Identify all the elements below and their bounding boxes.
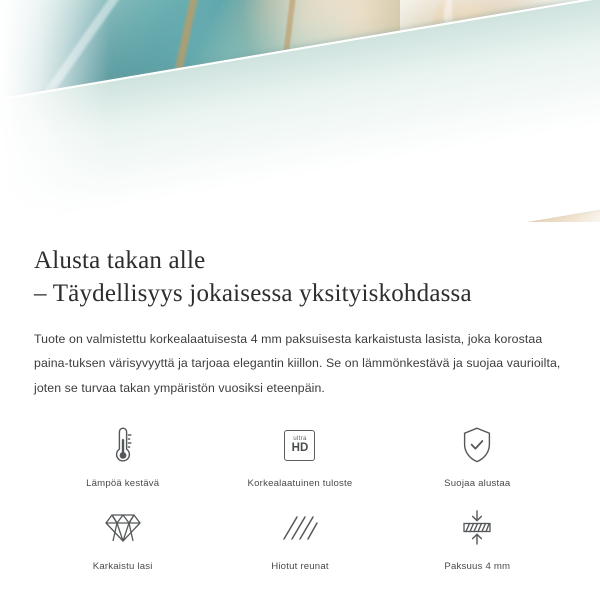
thermometer-icon bbox=[111, 422, 135, 468]
page-title bbox=[34, 244, 566, 311]
ultra-hd-badge-bottom: HD bbox=[291, 442, 309, 455]
feature-item bbox=[34, 505, 211, 572]
ultra-hd-icon bbox=[284, 422, 315, 468]
headline-line-1: Alusta takan alle bbox=[34, 247, 206, 274]
feature-item bbox=[389, 505, 566, 572]
content-area bbox=[0, 244, 600, 572]
diamond-icon bbox=[104, 505, 142, 551]
feature-item bbox=[389, 422, 566, 489]
body-paragraph: Tuote on valmistettu korkealaatuisesta 4 mm paksuisesta karkaistusta lasista, joka korostaa paina-tuksen värisyvyyttä ja tarjoaa elegantin kiillon. Se on lämmönkestävä ja suojaa vaurioilta, joten se turvaa takan ympäristön vuosiksi eteenpäin. bbox=[34, 331, 561, 395]
feature-item bbox=[211, 505, 388, 572]
feature-label: Suojaa alustaa bbox=[444, 478, 511, 490]
feature-item bbox=[34, 422, 211, 489]
thickness-icon bbox=[460, 505, 494, 551]
feature-item bbox=[211, 422, 388, 489]
shield-check-icon bbox=[460, 422, 494, 468]
feature-label: Korkealaatuinen tuloste bbox=[247, 478, 353, 490]
feature-label: Paksuus 4 mm bbox=[444, 561, 511, 573]
ultra-hd-badge-top: ultra bbox=[293, 434, 307, 442]
feature-label: Hiotut reunat bbox=[271, 561, 329, 573]
hero-left-fade bbox=[0, 0, 110, 222]
feature-label: Lämpöä kestävä bbox=[86, 478, 160, 490]
feature-grid bbox=[34, 422, 566, 572]
hero-image bbox=[0, 0, 600, 222]
headline-line-2: – Täydellisyys jokaisessa yksityiskohdassa bbox=[34, 280, 472, 308]
polished-edges-icon bbox=[281, 505, 319, 551]
feature-label: Karkaistu lasi bbox=[92, 561, 153, 573]
